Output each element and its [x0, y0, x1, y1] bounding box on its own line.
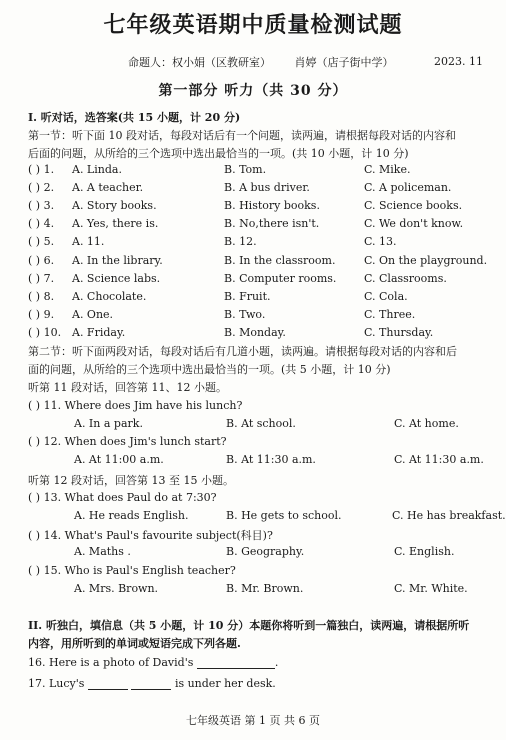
question-row [28, 163, 498, 179]
question-number: ( ) 8. [28, 289, 55, 303]
option-a: A. Yes, there is. [72, 217, 159, 231]
question-17-blank-2[interactable] [131, 677, 171, 690]
option-b: B. Computer rooms. [224, 271, 337, 285]
option-b: B. History books. [224, 199, 320, 213]
option-b: B. A bus driver. [224, 181, 310, 195]
option-a: A. Science labs. [72, 271, 161, 285]
exam-date: 2023. 11 [434, 55, 483, 68]
question-16-blank[interactable] [197, 656, 275, 669]
question-13-option-b: B. He gets to school. [226, 509, 342, 522]
question-14-option-c: C. English. [394, 545, 455, 558]
question-13-option-a: A. He reads English. [74, 509, 189, 522]
question-12-option-b: B. At 11:30 a.m. [226, 453, 316, 466]
question-number: ( ) 5. [28, 235, 55, 249]
question-13-option-c: C. He has breakfast. [392, 509, 506, 522]
author-1: 命题人：权小娟（区教研室） [128, 56, 271, 69]
option-c: C. Science books. [364, 199, 463, 213]
question-15-option-c: C. Mr. White. [394, 582, 468, 595]
question-13: ( ) 13. What does Paul do at 7:30? [28, 491, 217, 504]
option-c: C. Three. [364, 307, 416, 321]
option-b: B. Two. [224, 307, 266, 321]
question-16-text: 16. Here is a photo of David's [28, 656, 194, 669]
section-1-heading: I. 听对话，选答案(共 15 小题，计 20 分) [28, 111, 241, 124]
option-a: A. Chocolate. [72, 289, 147, 303]
option-c: C. On the playground. [364, 253, 488, 267]
option-c: C. A policeman. [364, 181, 452, 195]
question-row [28, 272, 498, 288]
question-14: ( ) 14. What's Paul's favourite subject(科目)? [28, 529, 273, 542]
question-17-text: 17. Lucy's [28, 677, 85, 690]
dialog-12-note: 听第 12 段对话，回答第 13 至 15 小题。 [28, 474, 234, 487]
question-11-option-c: C. At home. [394, 417, 459, 430]
question-row [28, 181, 498, 197]
question-17 [28, 677, 276, 690]
option-c: C. Thursday. [364, 325, 434, 339]
question-14-option-a: A. Maths . [74, 545, 131, 558]
question-row [28, 235, 498, 251]
question-number: ( ) 4. [28, 217, 55, 231]
option-b: B. 12. [224, 235, 257, 249]
question-11-option-b: B. At school. [226, 417, 296, 430]
question-14-option-b: B. Geography. [226, 545, 305, 558]
option-a: A. Story books. [72, 199, 157, 213]
question-row [28, 290, 498, 306]
page-footer: 七年级英语 第 1 页 共 6 页 [186, 714, 320, 727]
page-title: 七年级英语期中质量检测试题 [103, 12, 403, 38]
option-a: A. Linda. [72, 163, 122, 176]
question-number: ( ) 7. [28, 271, 55, 285]
option-a: A. Friday. [72, 325, 126, 339]
question-12: ( ) 12. When does Jim's lunch start? [28, 435, 227, 448]
question-12-option-a: A. At 11:00 a.m. [74, 453, 164, 466]
question-number: ( ) 3. [28, 199, 55, 213]
question-12-option-c: C. At 11:30 a.m. [394, 453, 484, 466]
question-17-suffix: is under her desk. [174, 677, 276, 690]
option-c: C. Classrooms. [364, 271, 447, 285]
question-row [28, 217, 498, 233]
question-number: ( ) 9. [28, 307, 55, 321]
question-15: ( ) 15. Who is Paul's English teacher? [28, 564, 236, 577]
author-2: 肖婷（店子街中学） [294, 56, 394, 69]
question-number: ( ) 10. [28, 325, 62, 339]
question-row [28, 326, 498, 342]
question-number: ( ) 2. [28, 181, 55, 195]
question-16 [28, 656, 278, 669]
authors [128, 54, 414, 70]
option-c: C. Cola. [364, 289, 408, 303]
question-15-option-b: B. Mr. Brown. [226, 582, 304, 595]
option-c: C. We don't know. [364, 217, 464, 231]
sub1-instruction-line1: 第一节：听下面 10 段对话，每段对话后有一个问题，读两遍，请根据每段对话的内容和 [28, 129, 456, 142]
question-row [28, 254, 498, 270]
question-16-period: . [274, 656, 279, 669]
question-11-option-a: A. In a park. [74, 417, 143, 430]
sub2-instruction-line2: 面的问题，从所给的三个选项中选出最恰当的一项。(共 5 小题，计 10 分) [28, 363, 391, 376]
option-b: B. In the classroom. [224, 253, 336, 267]
option-b: B. Fruit. [224, 289, 271, 303]
option-a: A. 11. [72, 235, 105, 249]
sub2-instruction-line1: 第二节：听下面两段对话，每段对话后有几道小题，读两遍。请根据每段对话的内容和后 [28, 345, 457, 358]
option-a: A. In the library. [72, 253, 163, 267]
section-2-heading-line1: II. 听独白，填信息（共 5 小题，计 10 分）本题你将听到一篇独白，读两遍，请根据所听 [28, 619, 470, 632]
question-15-option-a: A. Mrs. Brown. [74, 582, 159, 595]
sub1-instruction-line2: 后面的问题，从所给的三个选项中选出最恰当的一项。(共 10 小题，计 10 分) [28, 147, 409, 160]
question-11: ( ) 11. Where does Jim have his lunch? [28, 399, 243, 412]
section-2-heading-line2: 内容，用所听到的单词或短语完成下列各题. [28, 637, 241, 650]
question-17-blank-1[interactable] [88, 677, 128, 690]
question-number: ( ) 1. [28, 163, 55, 176]
option-a: A. A teacher. [72, 181, 144, 195]
option-b: B. Monday. [224, 325, 286, 339]
option-c: C. Mike. [364, 163, 411, 176]
question-row [28, 199, 498, 215]
option-b: B. No,there isn't. [224, 217, 320, 231]
dialog-11-note: 听第 11 段对话，回答第 11、12 小题。 [28, 381, 227, 394]
option-c: C. 13. [364, 235, 397, 249]
part-heading: 第一部分 听力（共 30 分） [158, 83, 348, 99]
question-number: ( ) 6. [28, 253, 55, 267]
option-a: A. One. [72, 307, 114, 321]
question-row [28, 308, 498, 324]
option-b: B. Tom. [224, 163, 267, 176]
